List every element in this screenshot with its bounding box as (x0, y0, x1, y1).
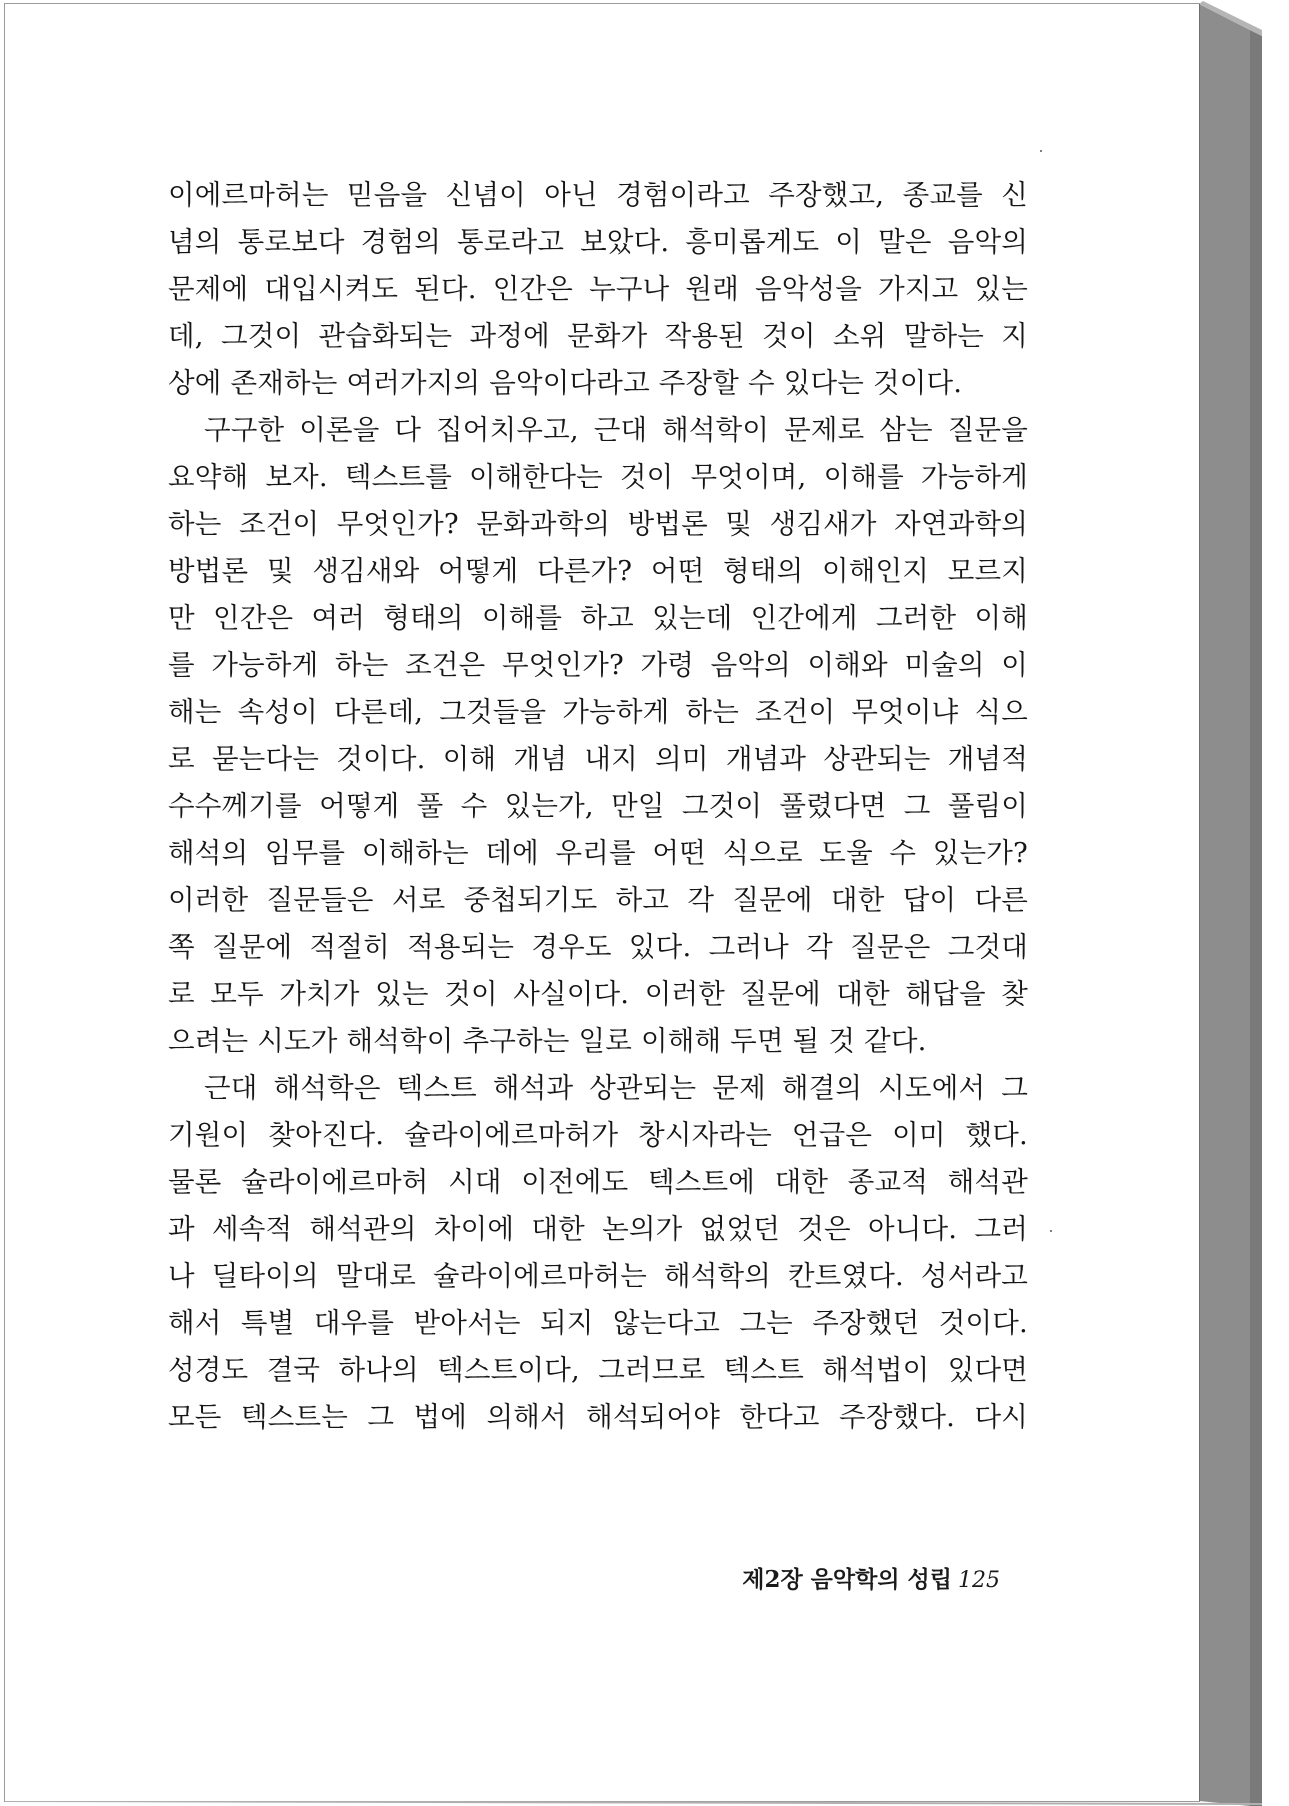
page-number: 125 (958, 1568, 1000, 1593)
text-line: 해석의 임무를 이해하는 데에 우리를 어떤 식으로 도울 수 있는가? (168, 837, 1028, 869)
text-line: 과 세속적 해석관의 차이에 대한 논의가 없었던 것은 아니다. 그러 (168, 1213, 1028, 1245)
text-line: 방법론 및 생김새와 어떻게 다른가? 어떤 형태의 이해인지 모르지 (168, 555, 1028, 587)
text-line: 기원이 찾아진다. 슐라이에르마허가 창시자라는 언급은 이미 했다. (168, 1119, 1028, 1151)
text-line: 모든 텍스트는 그 법에 의해서 해석되어야 한다고 주장했다. 다시 (168, 1401, 1028, 1433)
text-line: 를 가능하게 하는 조건은 무엇인가? 가령 음악의 이해와 미술의 이 (168, 649, 1028, 681)
text-line: 수수께기를 어떻게 풀 수 있는가, 만일 그것이 풀렸다면 그 풀림이 (168, 790, 1028, 822)
text-line: 해서 특별 대우를 받아서는 되지 않는다고 그는 주장했던 것이다. (168, 1307, 1028, 1339)
text-line: 이에르마허는 믿음을 신념이 아닌 경험이라고 주장했고, 종교를 신 (168, 179, 1028, 211)
text-line: 요약해 보자. 텍스트를 이해한다는 것이 무엇이며, 이해를 가능하게 (168, 461, 1028, 493)
page-footer (740, 1562, 1000, 1598)
text-line: 물론 슐라이에르마허 시대 이전에도 텍스트에 대한 종교적 해석관 (168, 1166, 1028, 1198)
text-line: 상에 존재하는 여러가지의 음악이다라고 주장할 수 있다는 것이다. (168, 367, 963, 399)
scan-speck (1050, 1230, 1052, 1232)
text-line: 나 딜타이의 말대로 슐라이에르마허는 해석학의 칸트였다. 성서라고 (168, 1260, 1028, 1292)
text-line: 만 인간은 여러 형태의 이해를 하고 있는데 인간에게 그러한 이해 (168, 602, 1028, 634)
text-line: 해는 속성이 다른데, 그것들을 가능하게 하는 조건이 무엇이냐 식으 (168, 696, 1028, 728)
text-line: 성경도 결국 하나의 텍스트이다, 그러므로 텍스트 해석법이 있다면 (168, 1354, 1028, 1386)
scan-speck (1040, 150, 1042, 152)
text-line: 념의 통로보다 경험의 통로라고 보았다. 흥미롭게도 이 말은 음악의 (168, 226, 1028, 258)
body-text (168, 172, 1028, 1441)
text-line: 하는 조건이 무엇인가? 문화과학의 방법론 및 생김새가 자연과학의 (168, 508, 1028, 540)
text-line: 로 묻는다는 것이다. 이해 개념 내지 의미 개념과 상관되는 개념적 (168, 743, 1028, 775)
text-line: 문제에 대입시켜도 된다. 인간은 누구나 원래 음악성을 가지고 있는 (168, 273, 1028, 305)
text-line: 구구한 이론을 다 집어치우고, 근대 해석학이 문제로 삼는 질문을 (204, 414, 1028, 446)
text-line: 으려는 시도가 해석학이 추구하는 일로 이해해 두면 될 것 같다. (168, 1025, 927, 1057)
running-head: 제2장 음악학의 성립 (742, 1566, 952, 1593)
text-line: 이러한 질문들은 서로 중첩되기도 하고 각 질문에 대한 답이 다른 (168, 884, 1028, 916)
text-line: 근대 해석학은 텍스트 해석과 상관되는 문제 해결의 시도에서 그 (204, 1072, 1028, 1104)
text-line: 데, 그것이 관습화되는 과정에 문화가 작용된 것이 소위 말하는 지 (168, 320, 1028, 352)
text-line: 로 모두 가치가 있는 것이 사실이다. 이러한 질문에 대한 해답을 찾 (168, 978, 1028, 1010)
text-line: 쪽 질문에 적절히 적용되는 경우도 있다. 그러나 각 질문은 그것대 (168, 931, 1028, 963)
